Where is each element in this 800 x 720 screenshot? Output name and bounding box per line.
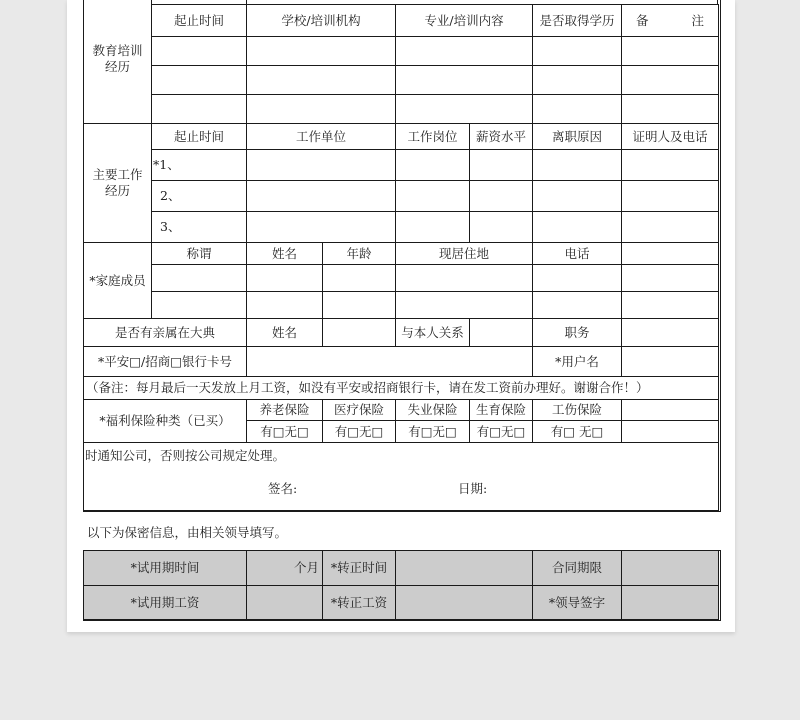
insurance-option-injury[interactable]: 有□ 无□: [532, 420, 622, 443]
edu-cell-degree[interactable]: [532, 36, 622, 66]
family-cell-extra[interactable]: [621, 264, 719, 292]
salary-note: （备注：每月最后一天发放上月工资，如没有平安或招商银行卡，请在发工资前办理好。谢谢合作！）: [83, 376, 719, 400]
insurance-type-extra: [621, 399, 719, 421]
edu-cell-period[interactable]: [151, 94, 247, 124]
relatives-label: 是否有亲属在大典: [83, 318, 247, 347]
contract-term-label: 合同期限: [532, 550, 622, 586]
edu-cell-degree[interactable]: [532, 94, 622, 124]
relatives-name-field[interactable]: [322, 318, 396, 347]
work-cell-leave-reason[interactable]: [532, 180, 622, 212]
edu-header-school: 学校/培训机构: [246, 4, 396, 37]
probation-period-field[interactable]: [246, 550, 323, 586]
regularization-time-label: *转正时间: [322, 550, 396, 586]
education-section-label: 教育培训 经历: [83, 0, 152, 124]
work-header-salary: 薪资水平: [469, 123, 533, 150]
insurance-option-pension[interactable]: 有□无□: [246, 420, 323, 443]
work-cell-leave-reason[interactable]: [532, 211, 622, 243]
insurance-type-pension: 养老保险: [246, 399, 323, 421]
family-cell-age[interactable]: [322, 264, 396, 292]
signature-field[interactable]: [305, 476, 445, 496]
relatives-position-label: 职务: [532, 318, 622, 347]
edu-cell-remarks[interactable]: [621, 65, 719, 95]
edu-cell-period[interactable]: [151, 65, 247, 95]
insurance-type-maternity: 生育保险: [469, 399, 533, 421]
regular-salary-label: *转正工资: [322, 585, 396, 620]
work-cell-position[interactable]: [395, 180, 470, 212]
family-header-name: 姓名: [246, 242, 323, 265]
insurance-label: *福利保险种类（已买）: [83, 399, 247, 443]
edu-cell-major[interactable]: [395, 65, 533, 95]
probation-period-label: *试用期时间: [83, 550, 247, 586]
signature-label: 签名:: [268, 481, 298, 496]
work-header-leave-reason: 离职原因: [532, 123, 622, 150]
family-cell-title[interactable]: [151, 291, 247, 319]
work-cell-reference[interactable]: [621, 211, 719, 243]
family-cell-address[interactable]: [395, 264, 533, 292]
relatives-name-label: 姓名: [246, 318, 323, 347]
leader-signature-field[interactable]: [621, 585, 719, 620]
relatives-position-field[interactable]: [621, 318, 719, 347]
work-cell-salary[interactable]: [469, 180, 533, 212]
contract-term-field[interactable]: [621, 550, 719, 586]
work-cell-employer[interactable]: [246, 211, 396, 243]
family-cell-title[interactable]: [151, 264, 247, 292]
insurance-option-maternity[interactable]: 有□无□: [469, 420, 533, 443]
family-cell-address[interactable]: [395, 291, 533, 319]
family-header-address: 现居住地: [395, 242, 533, 265]
edu-cell-school[interactable]: [246, 94, 396, 124]
family-header-age: 年龄: [322, 242, 396, 265]
probation-salary-field[interactable]: [246, 585, 323, 620]
work-cell-leave-reason[interactable]: [532, 149, 622, 181]
work-header-reference: 证明人及电话: [621, 123, 719, 150]
date-field[interactable]: [495, 476, 635, 496]
family-header-title: 称谓: [151, 242, 247, 265]
family-cell-name[interactable]: [246, 291, 323, 319]
edu-cell-school[interactable]: [246, 65, 396, 95]
confidential-note: 以下为保密信息，由相关领导填写。: [87, 525, 288, 540]
insurance-type-unemployment: 失业保险: [395, 399, 470, 421]
edu-cell-remarks[interactable]: [621, 94, 719, 124]
insurance-option-extra[interactable]: [621, 420, 719, 443]
family-cell-name[interactable]: [246, 264, 323, 292]
work-cell-salary[interactable]: [469, 149, 533, 181]
edu-header-period: 起止时间: [151, 4, 247, 37]
work-cell-reference[interactable]: [621, 180, 719, 212]
edu-header-major: 专业/培训内容: [395, 4, 533, 37]
family-cell-phone[interactable]: [532, 264, 622, 292]
work-cell-period[interactable]: 2、: [151, 180, 247, 212]
edu-header-degree: 是否取得学历: [532, 4, 622, 37]
family-header-phone: 电话: [532, 242, 622, 265]
probation-period-unit: 个月: [293, 560, 319, 575]
insurance-option-medical[interactable]: 有□无□: [322, 420, 396, 443]
work-cell-period[interactable]: *1、: [151, 149, 247, 181]
regular-salary-field[interactable]: [395, 585, 533, 620]
relatives-relation-label: 与本人关系: [395, 318, 470, 347]
work-cell-period[interactable]: 3、: [151, 211, 247, 243]
edu-cell-degree[interactable]: [532, 65, 622, 95]
work-cell-reference[interactable]: [621, 149, 719, 181]
edu-cell-major[interactable]: [395, 36, 533, 66]
edu-cell-school[interactable]: [246, 36, 396, 66]
regularization-time-field[interactable]: [395, 550, 533, 586]
family-cell-phone[interactable]: [532, 291, 622, 319]
edu-cell-major[interactable]: [395, 94, 533, 124]
edu-cell-remarks[interactable]: [621, 36, 719, 66]
family-cell-extra[interactable]: [621, 291, 719, 319]
edu-header-remarks: 备 注: [621, 4, 719, 37]
family-section-label: *家庭成员: [83, 242, 152, 319]
family-cell-age[interactable]: [322, 291, 396, 319]
bank-card-label: *平安□/招商□银行卡号: [83, 346, 247, 377]
edu-cell-period[interactable]: [151, 36, 247, 66]
username-field[interactable]: [621, 346, 719, 377]
username-label: *用户名: [532, 346, 622, 377]
bank-card-field[interactable]: [246, 346, 533, 377]
work-cell-salary[interactable]: [469, 211, 533, 243]
insurance-type-injury: 工伤保险: [532, 399, 622, 421]
work-header-period: 起止时间: [151, 123, 247, 150]
work-section-label: 主要工作 经历: [83, 123, 152, 243]
family-header-extra: [621, 242, 719, 265]
work-cell-employer[interactable]: [246, 180, 396, 212]
work-cell-employer[interactable]: [246, 149, 396, 181]
work-cell-position[interactable]: [395, 211, 470, 243]
date-label: 日期:: [458, 481, 488, 496]
relatives-relation-field[interactable]: [469, 318, 533, 347]
probation-salary-label: *试用期工资: [83, 585, 247, 620]
leader-signature-label: *领导签字: [532, 585, 622, 620]
declaration-text: 时通知公司，否则按公司规定处理。: [85, 448, 286, 463]
work-header-position: 工作岗位: [395, 123, 470, 150]
work-cell-position[interactable]: [395, 149, 470, 181]
insurance-type-medical: 医疗保险: [322, 399, 396, 421]
insurance-option-unemployment[interactable]: 有□无□: [395, 420, 470, 443]
work-header-employer: 工作单位: [246, 123, 396, 150]
